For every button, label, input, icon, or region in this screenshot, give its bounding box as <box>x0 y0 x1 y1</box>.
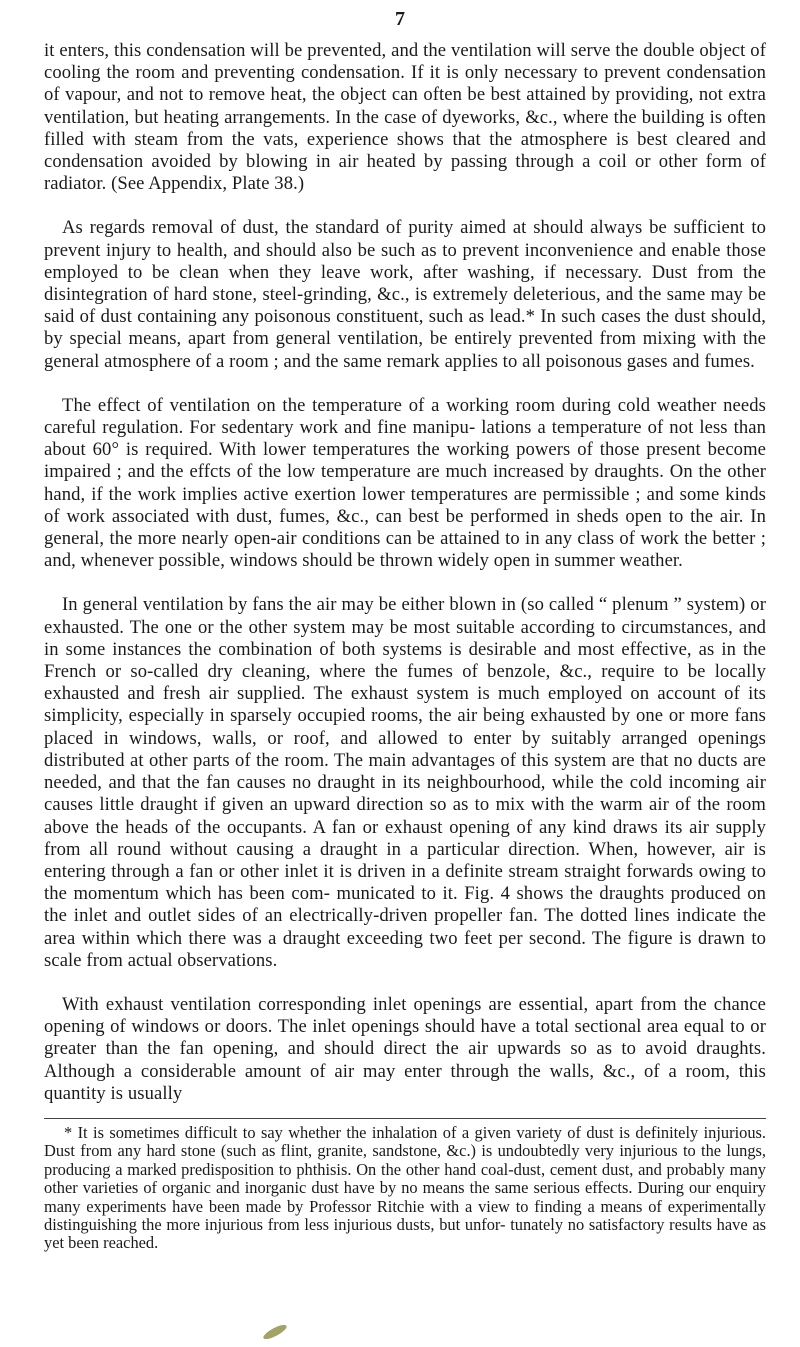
page-number: 7 <box>395 8 405 30</box>
paragraph-3: The effect of ventilation on the temperature of a working room during cold weather needs careful regulation. For sedentary work and fine manipu- lations a temperature of not less than about 60° is required. With lower temperatures the working powers of those present become impaired ; and the effcts of the low temperature are much increased by draughts. On the other hand, if the work implies active exertion lower temperatures are permissible ; and some kinds of work associated with dust, fumes, &c., can best be performed in sheds open to the air. In general, the more nearly open-air conditions can be attained to in any class of work the better ; and, whenever possible, windows should be thrown widely open in summer weather. <box>44 394 766 572</box>
footnote-divider <box>44 1118 766 1119</box>
ink-smudge <box>262 1322 289 1341</box>
footnote: * It is sometimes difficult to say whether the inhalation of a given variety of dust is definitely injurious. Dust from any hard stone (such as flint, granite, sandstone, &c.) is undoubtedly very injurious to the lungs, producing a marked predisposition to phthisis. On the other hand coal-dust, cement dust, and probably many other varieties of organic and inorganic dust have by no means the same serious effects. During our enquiry many experiments have been made by Professor Ritchie with a view to finding a means of experimentally distinguishing the more injurious from less injurious dusts, but unfor- tunately no satisfactory results have as yet been reached. <box>44 1123 766 1253</box>
paragraph-2: As regards removal of dust, the standard of purity aimed at should always be sufficient to prevent injury to health, and should also be such as to prevent inconvenience and enable those employed to be clean when they leave work, after washing, if necessary. Dust from the disintegration of hard stone, steel-grinding, &c., is extremely deleterious, and the same may be said of dust containing any poisonous constituent, such as lead.* In such cases the dust should, by special means, apart from general ventilation, be entirely prevented from mixing with the general atmosphere of a room ; and the same remark applies to all poisonous gases and fumes. <box>44 217 766 372</box>
paragraph-1: it enters, this condensation will be prevented, and the ventilation will serve the double object of cooling the room and preventing condensation. If it is only necessary to prevent condensation of vapour, and not to remove heat, the object can often be best attained by providing, not extra ventilation, but heating arrangements. In the case of dyeworks, &c., where the building is often filled with steam from the vats, experience shows that the atmosphere is best cleared and condensation avoided by blowing in air heated by passing through a coil or other form of radiator. (See Appendix, Plate 38.) <box>44 40 766 195</box>
paragraph-4: In general ventilation by fans the air may be either blown in (so called “ plenum ” system) or exhausted. The one or the other system may be most suitable according to circumstances, and in some instances the combination of both systems is desirable and most effective, as in the French or so-called dry cleaning, where the fumes of benzole, &c., require to be locally exhausted and fresh air supplied. The exhaust system is much employed on account of its simplicity, especially in sparsely occupied rooms, the air being exhausted by one or more fans placed in windows, walls, or roof, and allowed to enter by suitably arranged openings distributed at other parts of the room. The main advantages of this system are that no ducts are needed, and that the fan causes no draught in its neighbourhood, while the cold incoming air causes little draught if given an upward direction so as to mix with the warm air of the room above the heads of the occupants. A fan or exhaust opening of any kind draws its air supply from all round without causing a draught in a particular direction. When, however, air is entering through a fan or other inlet it is driven in a definite stream straight forwards owing to the momentum which has been com- municated to it. Fig. 4 shows the draughts produced on the inlet and outlet sides of an electrically-driven propeller fan. The dotted lines indicate the area within which there was a draught exceeding two feet per second. The figure is drawn to scale from actual observations. <box>44 594 766 971</box>
body-text <box>44 40 766 1127</box>
paragraph-5: With exhaust ventilation corresponding inlet openings are essential, apart from the chance opening of windows or doors. The inlet openings should have a total sectional area equal to or greater than the fan opening, and should direct the air upwards so as to avoid draughts. Although a considerable amount of air may enter through the walls, &c., of a room, this quantity is usually <box>44 993 766 1104</box>
